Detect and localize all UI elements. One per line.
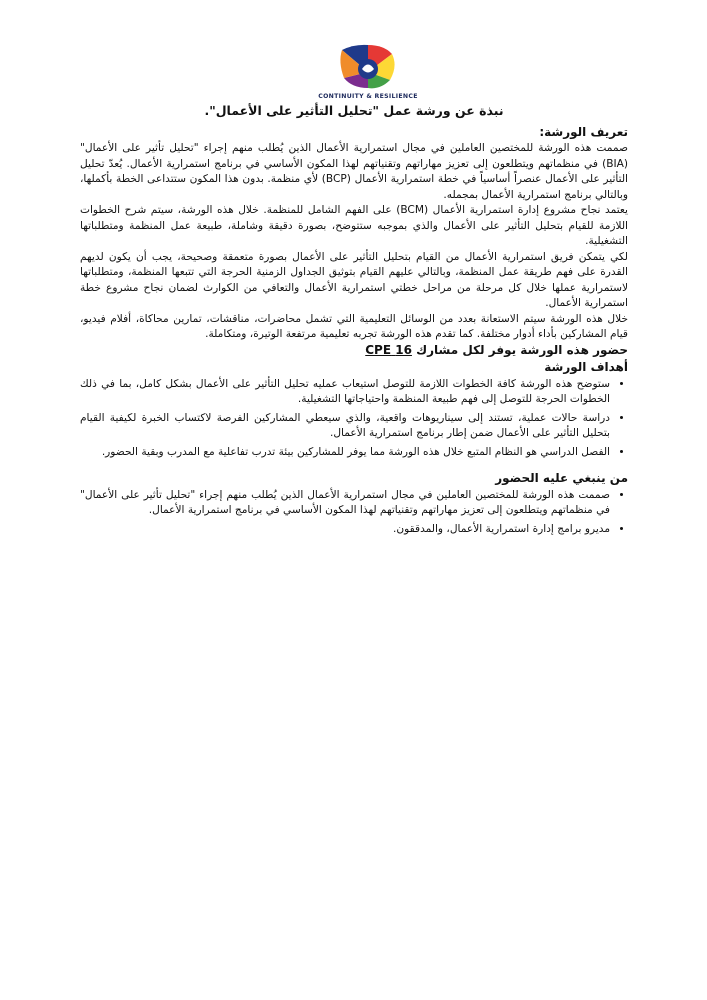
cpe-prefix: حضور هذه الورشة يوفر لكل مشارك [416, 342, 628, 357]
cpe-statement [80, 343, 628, 359]
objectives-list [80, 377, 628, 461]
audience-item: • مديرو برامج إدارة استمرارية الأعمال، والمدققون. [80, 522, 610, 538]
audience-heading: من ينبغي عليه الحضور [495, 471, 628, 485]
document-body [80, 103, 628, 540]
objective-item: • دراسة حالات عملية، تستند إلى سيناريوهات واقعية، والذي سيعطي المشاركين الفرصة لاكتساب الخبرة لكيفية القيام بتحليل التأثير على الأعمال ضمن إطار برنامج استمرارية الأعمال. [80, 411, 610, 442]
logo-wordmark: CONTINUITY & RESILIENCE [318, 93, 418, 100]
definition-heading: تعريف الورشة: [539, 124, 628, 139]
objective-item: • الفصل الدراسي هو النظام المتبع خلال هذه الورشة مما يوفر للمشاركين بيئة تدرب تفاعلية مع المدرب وبقية الحضور. [80, 445, 610, 461]
objective-item: • ستوضح هذه الورشة كافة الخطوات اللازمة للتوصل استيعاب عمليه تحليل التأثير على الأعمال بشكل كامل، بما في ذلك الخطوات الحرجة للتوصل إلى فهم طبيعة المنظمة واحتياجاتها التشغيلية. [80, 377, 610, 408]
document-title: نبذة عن ورشة عمل "تحليل التأثير على الأعمال". [204, 103, 504, 118]
objectives-heading: أهداف الورشة [544, 360, 628, 374]
definition-paragraph: يعتمد نجاح مشروع إدارة استمرارية الأعمال (BCM) على الفهم الشامل للمنظمة. خلال هذه الورشة، سيتم شرح الخطوات اللازمة للقيام بتحليل التأثير على الأعمال والذي بموجبه ستتوضح، بصورة دقيقة وشاملة، طبيعة عمل المنظمة ومتطلباتها التشغيلية. [80, 204, 628, 247]
cpe-value: 16 CPE [365, 342, 412, 357]
definition-paragraph: لكي يتمكن فريق استمرارية الأعمال من القيام بتحليل التأثير على الأعمال بصورة متعمقة وصحيحة، يجب أن يكون لديهم القدرة على فهم طريقة عمل المنظمة، وبالتالي عليهم القيام بتوثيق الجداول الزمنية الحرجة التي تتبعها المنظمة، ومتطلباتها لاستمرارية عملها خلال كل مرحلة من مراحل خطتي استمرارية الأعمال والتعافي من الكوارث لضمان نجاح مشروع خطة استمرارية الأعمال. [80, 250, 628, 309]
audience-list [80, 488, 628, 538]
definition-paragraph: صممت هذه الورشة للمختصين العاملين في مجال استمرارية الأعمال الذين يُطلب منهم إجراء "تحليل تأثير على الأعمال" (BIA) في منظماتهم ويتطلعون إلى تعزيز مهاراتهم وتقنياتهم لهذا المكون الأساسي في برنامج استمرارية الأعمال. يُعدّ تحليل التأثير على الأعمال عنصراً أساسياً في خطة استمرارية الأعمال (BCP) لأي منظمة. بدون هذا المكون ستتداعى الخطة بأكملها، وبالتالي برنامج استمرارية الأعمال بمجمله. [80, 142, 628, 201]
definition-paragraph: خلال هذه الورشة سيتم الاستعانة بعدد من الوسائل التعليمية التي تشمل محاضرات، مناقشات، تمارين محاكاة، أفلام فيديو، قيام المشاركين بأداء أدوار مختلفة. كما تقدم هذه الورشة تجربه تعليمية مرتفعة الوتيرة، ومتكاملة. [80, 312, 628, 340]
audience-item: • صممت هذه الورشة للمختصين العاملين في مجال استمرارية الأعمال الذين يُطلب منهم إجراء "تحليل تأثير على الأعمال" في منظماتهم ويتطلعون إلى تعزيز مهاراتهم وتقنياتهم لهذا المكون الأساسي في برنامج استمرارية الأعمال. [80, 488, 610, 519]
